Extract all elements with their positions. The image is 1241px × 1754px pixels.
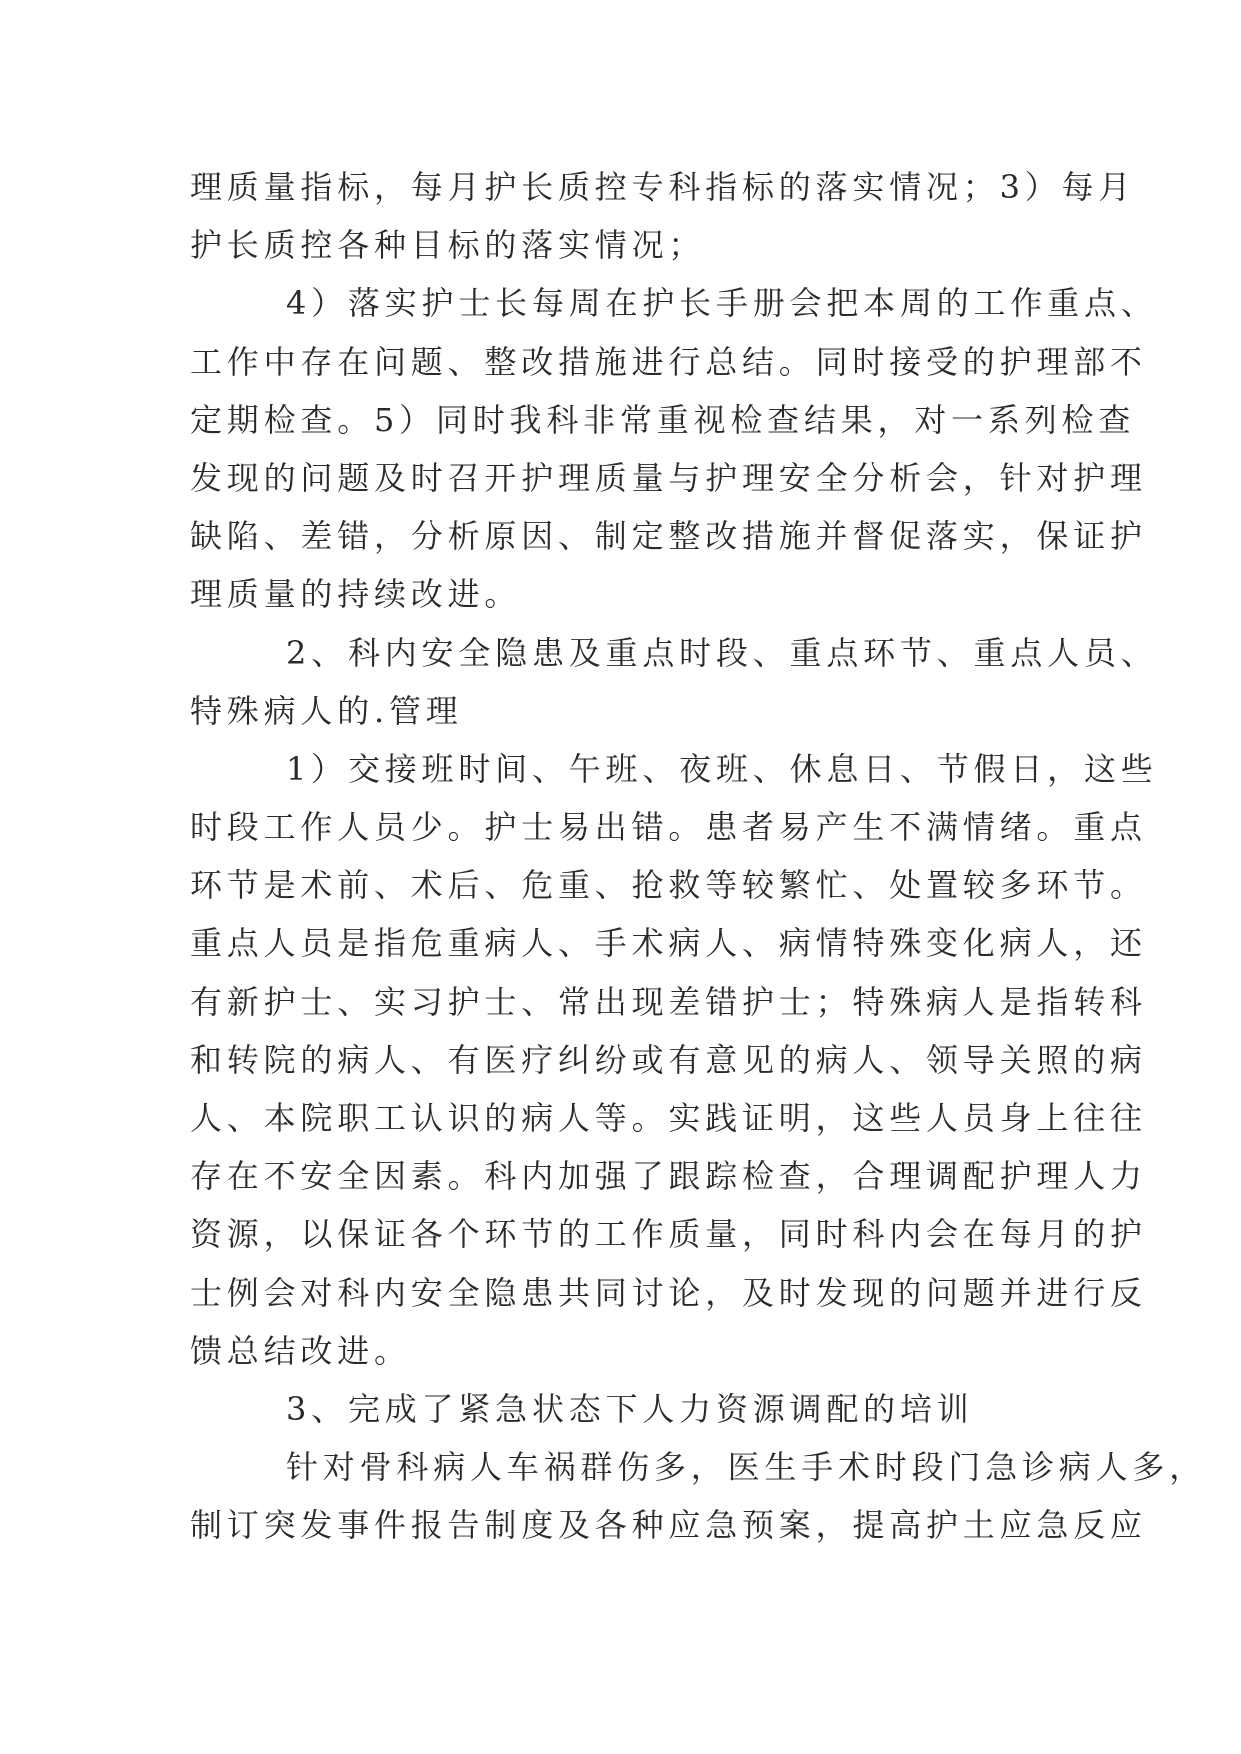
text-line: 缺陷、差错，分析原因、制定整改措施并督促落实，保证护 — [190, 517, 1147, 556]
text-line: 环节是术前、术后、危重、抢救等较繁忙、处置较多环节。 — [190, 866, 1147, 905]
text-line: 士例会对科内安全隐患共同讨论，及时发现的问题并进行反 — [190, 1273, 1147, 1312]
text-line: 4）落实护士长每周在护长手册会把本周的工作重点、 — [286, 284, 1158, 323]
text-line: 工作中存在问题、整改措施进行总结。同时接受的护理部不 — [190, 342, 1147, 381]
text-line: 资源，以保证各个环节的工作质量，同时科内会在每月的护 — [190, 1215, 1147, 1254]
text-line: 存在不安全因素。科内加强了跟踪检查，合理调配护理人力 — [190, 1157, 1147, 1196]
text-line: 馈总结改进。 — [190, 1331, 411, 1370]
text-line: 针对骨科病人车祸群伤多，医生手术时段门急诊病人多， — [286, 1448, 1207, 1487]
text-line: 特殊病人的.管理 — [190, 691, 463, 730]
text-line: 和转院的病人、有医疗纠纷或有意见的病人、领导关照的病 — [190, 1040, 1147, 1079]
document-body — [190, 158, 1207, 1555]
section-heading-3: 3、完成了紧急状态下人力资源调配的培训 — [286, 1389, 974, 1428]
text-line: 有新护士、实习护士、常出现差错护士；特殊病人是指转科 — [190, 982, 1147, 1021]
text-line: 1）交接班时间、午班、夜班、休息日、节假日，这些 — [286, 749, 1158, 788]
text-line: 理质量的持续改进。 — [190, 575, 522, 614]
text-line: 制订突发事件报告制度及各种应急预案，提高护土应急反应 — [190, 1506, 1147, 1545]
section-heading-2: 2、科内安全隐患及重点时段、重点环节、重点人员、 — [286, 633, 1158, 672]
text-line: 护长质控各种目标的落实情况； — [190, 226, 706, 265]
text-line: 重点人员是指危重病人、手术病人、病情特殊变化病人，还 — [190, 924, 1147, 963]
text-line: 定期检查。5）同时我科非常重视检查结果，对一系列检查 — [190, 400, 1136, 439]
text-line: 人、本院职工认识的病人等。实践证明，这些人员身上往往 — [190, 1099, 1147, 1137]
text-line: 理质量指标，每月护长质控专科指标的落实情况；3）每月 — [190, 168, 1136, 206]
text-line: 发现的问题及时召开护理质量与护理安全分析会，针对护理 — [190, 458, 1147, 497]
text-line: 时段工作人员少。护士易出错。患者易产生不满情绪。重点 — [190, 808, 1147, 847]
